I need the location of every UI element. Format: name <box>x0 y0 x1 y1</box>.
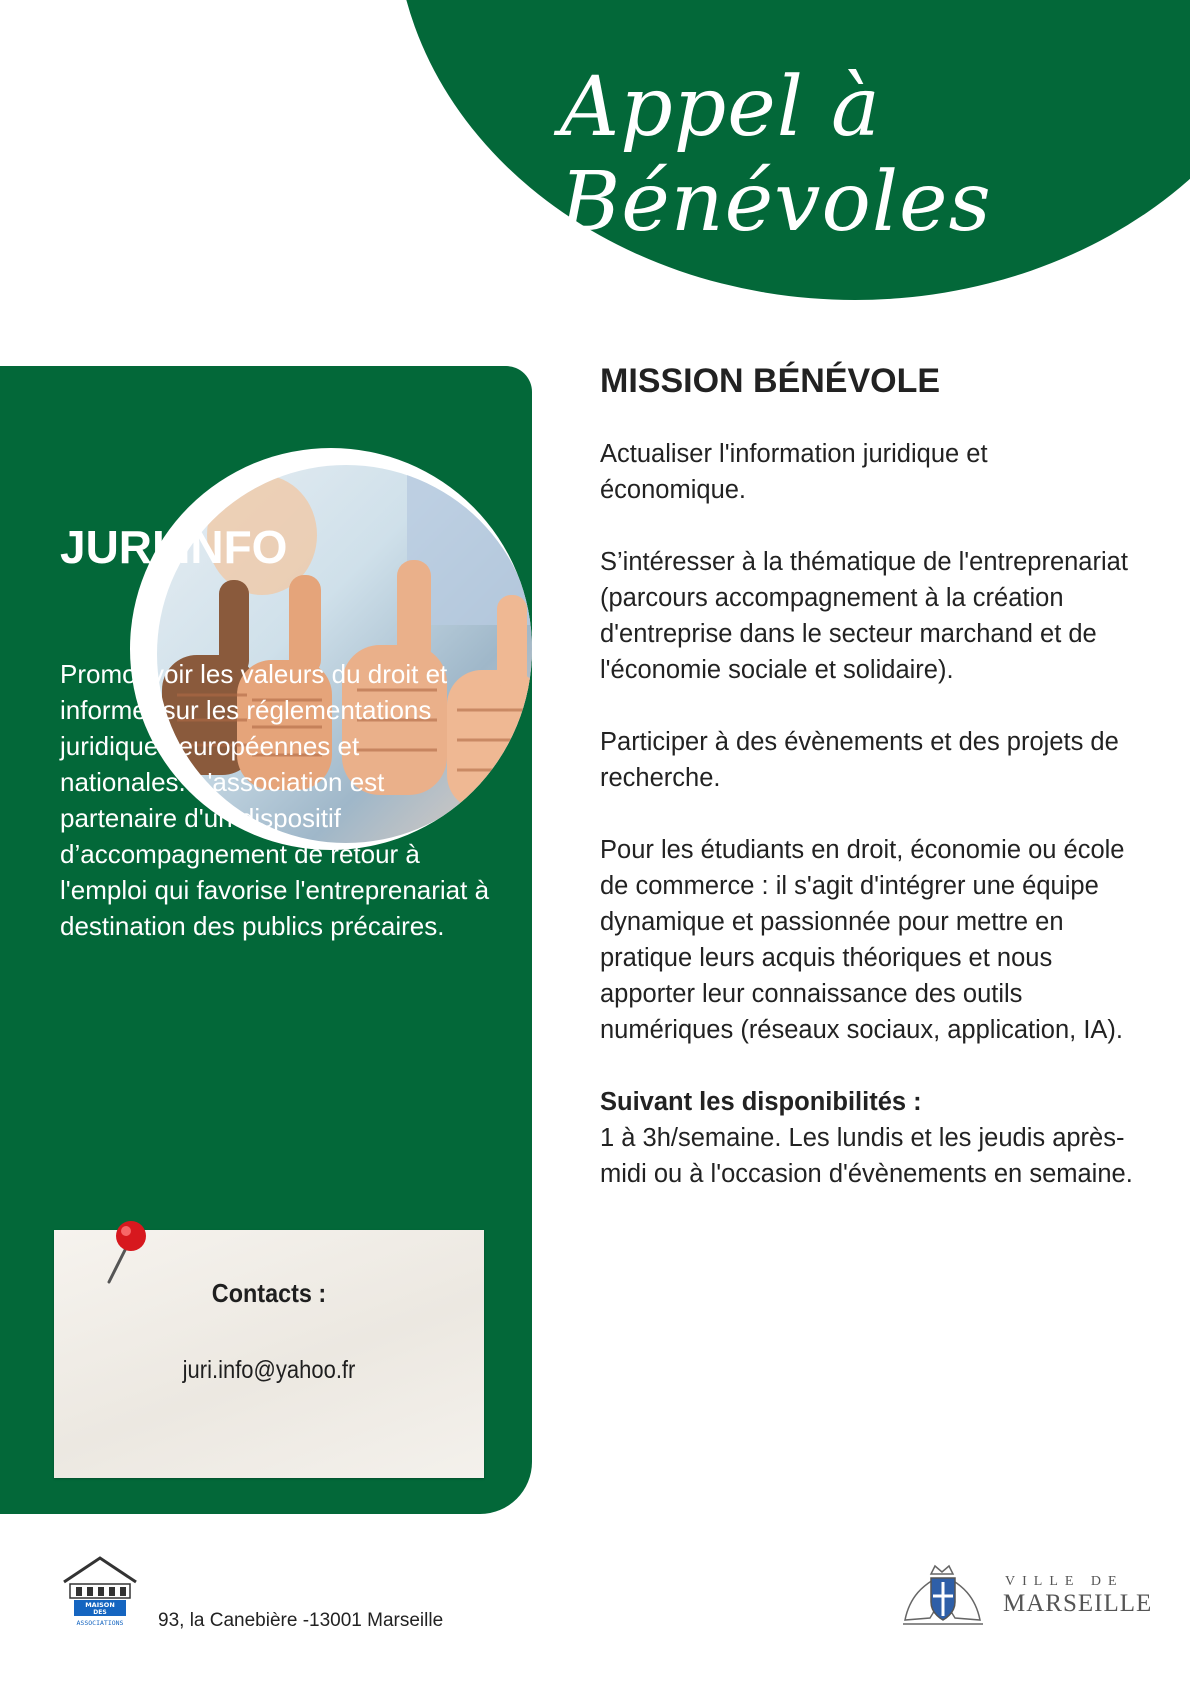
mission-paragraph: Participer à des évènements et des projets de recherche. <box>600 728 1119 792</box>
availability-text: 1 à 3h/semaine. Les lundis et les jeudis après-midi ou à l'occasion d'évènements en semaine. <box>600 1124 1133 1188</box>
mission-title: MISSION BÉNÉVOLE <box>600 362 941 400</box>
footer-address: 93, la Canebière -13001 Marseille <box>158 1610 444 1631</box>
mission-paragraph: Actualiser l'information juridique et économique. <box>600 440 988 504</box>
logo-text-line1: MAISON <box>85 1601 115 1609</box>
organization-name: JURI INFO <box>60 521 288 573</box>
logo-ville-de: VILLE DE <box>1005 1574 1124 1589</box>
logo-text-line2: DES <box>93 1609 107 1616</box>
logo-text-line3: ASSOCIATIONS <box>76 1619 124 1627</box>
mission-description <box>600 436 1140 1228</box>
logo-marseille: MARSEILLE <box>1003 1590 1153 1617</box>
contact-email[interactable]: juri.info@yahoo.fr <box>182 1356 356 1384</box>
maison-des-associations-logo <box>60 1554 140 1630</box>
contact-card <box>54 1230 484 1478</box>
page-title: Appel à Bénévoles <box>560 60 992 250</box>
contacts-title: Contacts : <box>211 1278 327 1308</box>
mission-paragraph: S’intéresser à la thématique de l'entreprenariat (parcours accompagnement à la création d'entreprise dans le secteur marchand et de l'économie sociale et solidaire). <box>600 548 1128 684</box>
mission-paragraph: Pour les étudiants en droit, économie ou école de commerce : il s'agit d'intégrer une équipe dynamique et passionnée pour mettre en pratique leurs acquis théoriques et nous apporter leur connaissance des outils numériques (réseaux sociaux, application, IA). <box>600 836 1125 1044</box>
pushpin-icon <box>87 1216 147 1286</box>
organization-description: Promouvoir les valeurs du droit et informer sur les réglementations juridiques européennes et nationales. L'association est partenaire d'un dispositif d’accompagnement de retour à l'emploi qui favorise l'entreprenariat à destination des publics précaires. <box>60 659 490 941</box>
availability-heading: Suivant les disponibilités : <box>600 1088 922 1116</box>
